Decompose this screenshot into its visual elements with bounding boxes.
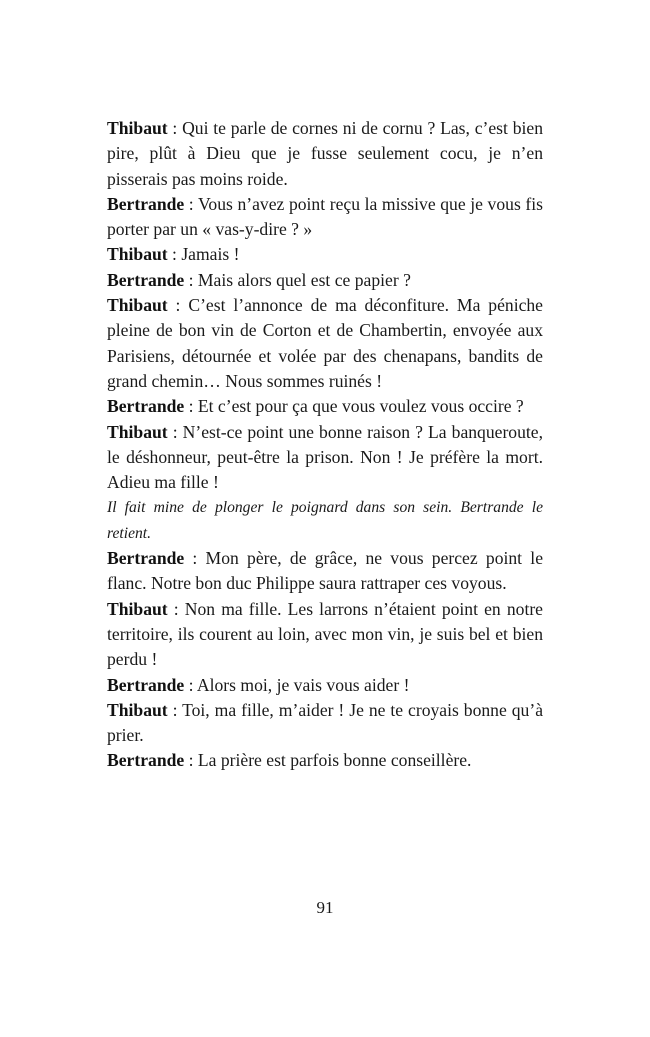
- speaker-name: Thibaut: [107, 244, 168, 265]
- speaker-name: Bertrande: [107, 548, 185, 569]
- stage-direction: Il fait mine de plonger le poignard dans son sein. Bertrande le retient.: [107, 499, 543, 542]
- dialogue-line: [107, 698, 543, 749]
- dialogue-line: [107, 116, 543, 192]
- line-text: : Non ma fille. Les larrons n’étaient point en notre territoire, ils courent au loin, avec mon vin, je suis bel et bien perdu !: [107, 598, 543, 670]
- line-text: : Mais alors quel est ce papier ?: [184, 269, 411, 290]
- speaker-name: Thibaut: [107, 699, 168, 720]
- dialogue-line: [107, 192, 543, 243]
- dialogue-line: [107, 268, 543, 293]
- line-text: : Vous n’avez point reçu la missive que je vous fis porter par un « vas-y-dire ? »: [107, 193, 543, 240]
- line-text: : Mon père, de grâce, ne vous percez point le flanc. Notre bon duc Philippe saura rattraper ces voyous.: [107, 548, 543, 594]
- page-number: 91: [316, 898, 334, 917]
- line-text: : C’est l’annonce de ma déconfiture. Ma péniche pleine de bon vin de Corton et de Chambertin, envoyée aux Parisiens, détournée et volée par des chenapans, bandits de grand chemin… Nous sommes ruinés !: [107, 295, 543, 391]
- speaker-name: Thibaut: [107, 118, 168, 138]
- dialogue-line: [107, 293, 543, 394]
- speaker-name: Bertrande: [107, 750, 185, 771]
- line-text: : Et c’est pour ça que vous voulez vous occire ?: [184, 396, 524, 417]
- speaker-name: Bertrande: [107, 269, 185, 290]
- page-body: [107, 116, 543, 774]
- dialogue-line: [107, 748, 543, 773]
- speaker-name: Bertrande: [107, 674, 185, 695]
- dialogue-line: [107, 673, 543, 698]
- line-text: : Alors moi, je vais vous aider !: [184, 674, 410, 695]
- speaker-name: Thibaut: [107, 421, 168, 442]
- line-text: : N’est-ce point une bonne raison ? La banqueroute, le déshonneur, peut-être la prison. Non ! Je préfère la mort. Adieu ma fille !: [107, 421, 543, 493]
- speaker-name: Bertrande: [107, 193, 185, 214]
- line-text: : Toi, ma fille, m’aider ! Je ne te croyais bonne qu’à prier.: [107, 699, 543, 746]
- speaker-name: Thibaut: [107, 598, 168, 619]
- dialogue-line: [107, 394, 543, 419]
- dialogue-line: [107, 420, 543, 496]
- dialogue-line: [107, 597, 543, 673]
- speaker-name: Bertrande: [107, 396, 185, 417]
- line-text: : Qui te parle de cornes ni de cornu ? Las, c’est bien pire, plût à Dieu que je fusse seulement cocu, je n’en pisserais pas moins roide.: [107, 118, 543, 189]
- line-text: : La prière est parfois bonne conseillère.: [184, 750, 472, 771]
- line-text: : Jamais !: [167, 244, 240, 265]
- dialogue-line: [107, 242, 543, 267]
- dialogue-line: [107, 546, 543, 597]
- speaker-name: Thibaut: [107, 295, 168, 316]
